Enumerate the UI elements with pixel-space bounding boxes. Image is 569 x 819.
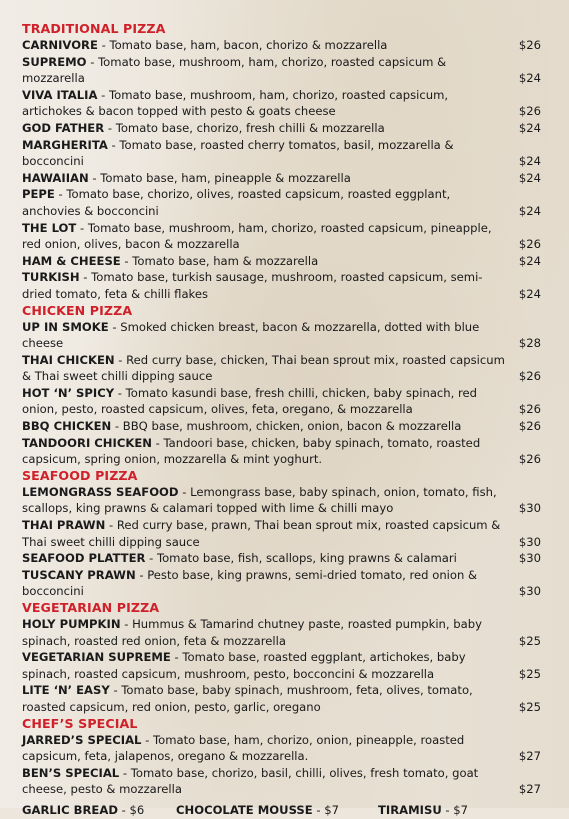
item-ingredients: - Tomato base, chorizo, basil, chilli, olives, fresh tomato, goat cheese, pesto & mozzarella bbox=[22, 765, 479, 797]
item-description bbox=[22, 649, 517, 682]
section-title: SEAFOOD PIZZA bbox=[22, 467, 138, 483]
menu-sections bbox=[22, 21, 541, 798]
menu-item bbox=[22, 732, 541, 765]
item-price: $28 bbox=[518, 336, 541, 351]
item-ingredients: - Red curry base, prawn, Thai bean sprout mix, roasted capsicum & Thai sweet chilli dipping sauce bbox=[22, 518, 501, 549]
extra-item bbox=[176, 802, 378, 819]
item-price: $25 bbox=[518, 666, 541, 681]
item-description bbox=[22, 319, 517, 352]
menu-item bbox=[22, 385, 541, 418]
item-name: CARNIVORE bbox=[22, 38, 98, 52]
item-ingredients: - Tomato base, ham, pineapple & mozzarella bbox=[88, 170, 351, 185]
menu-item bbox=[22, 87, 541, 120]
item-description bbox=[22, 616, 517, 649]
item-description bbox=[22, 385, 517, 418]
item-ingredients: - Smoked chicken breast, bacon & mozzarella, dotted with blue cheese bbox=[22, 319, 480, 351]
menu-item bbox=[22, 319, 541, 352]
item-description bbox=[22, 435, 517, 468]
item-name: TANDOORI CHICKEN bbox=[22, 435, 152, 450]
item-price: $25 bbox=[518, 699, 541, 714]
menu-section bbox=[22, 600, 541, 716]
item-ingredients: - Tomato base, mushroom, ham, chorizo, roasted capsicum, pineapple, red onion, olives, bacon & mozzarella bbox=[22, 220, 492, 252]
item-name: HAWAIIAN bbox=[22, 170, 89, 185]
menu-item bbox=[22, 682, 541, 715]
item-ingredients: - Tomato base, chorizo, fresh chilli & mozzarella bbox=[104, 120, 385, 135]
item-name: BEN’S SPECIAL bbox=[22, 765, 120, 780]
item-description bbox=[22, 54, 517, 87]
item-description bbox=[22, 682, 517, 715]
menu-item bbox=[22, 435, 541, 468]
menu-item bbox=[22, 120, 541, 137]
item-description bbox=[22, 418, 517, 435]
item-price: $26 bbox=[518, 38, 541, 52]
item-price: $24 bbox=[518, 170, 541, 185]
menu-item bbox=[22, 649, 541, 682]
extra-name: GARLIC BREAD bbox=[22, 802, 118, 817]
item-price: $26 bbox=[518, 369, 541, 384]
extra-name: TIRAMISU bbox=[378, 802, 442, 817]
item-name: JARRED’S SPECIAL bbox=[22, 732, 142, 747]
item-ingredients: - Pesto base, king prawns, semi-dried tomato, red onion & bocconcini bbox=[22, 567, 478, 599]
item-ingredients: - Tomato base, fish, scallops, king prawns & calamari bbox=[145, 551, 457, 566]
item-ingredients: - Lemongrass base, baby spinach, onion, tomato, fish, scallops, king prawns & calamari topped with lime & chilli mayo bbox=[22, 484, 497, 516]
item-name: GOD FATHER bbox=[22, 120, 105, 135]
menu-item bbox=[22, 137, 541, 170]
item-name: THAI PRAWN bbox=[22, 518, 106, 533]
item-description bbox=[22, 352, 517, 385]
item-ingredients: - Tomato base, ham & mozzarella bbox=[120, 253, 319, 268]
item-ingredients: - Tomato base, ham, chorizo, onion, pineapple, roasted capsicum, feta, jalapenos, oregano & mozzarella. bbox=[22, 732, 465, 764]
menu-item bbox=[22, 616, 541, 649]
item-ingredients: - Tomato base, mushroom, ham, chorizo, roasted capsicum, artichokes & bacon topped with pesto & goats cheese bbox=[22, 87, 449, 119]
item-ingredients: - Tomato base, roasted eggplant, artichokes, baby spinach, roasted capsicum, mushroom, pesto, bocconcini & mozzarella bbox=[22, 650, 466, 681]
menu-item bbox=[22, 54, 541, 87]
menu-item bbox=[22, 269, 541, 302]
item-ingredients: - Tandoori base, chicken, baby spinach, tomato, roasted capsicum, spring onion, mozzarella & mint yoghurt. bbox=[22, 435, 481, 467]
item-ingredients: - BBQ base, mushroom, chicken, onion, bacon & mozzarella bbox=[111, 419, 462, 434]
item-name: HAM & CHEESE bbox=[22, 253, 121, 268]
menu-item bbox=[22, 253, 541, 270]
item-price: $24 bbox=[518, 154, 541, 169]
item-ingredients: - Hummus & Tamarind chutney paste, roasted pumpkin, baby spinach, roasted red onion, feta & mozzarella bbox=[22, 617, 482, 648]
item-description bbox=[22, 137, 517, 170]
menu-item bbox=[22, 352, 541, 385]
item-description bbox=[22, 269, 517, 302]
item-ingredients: - Tomato kasundi base, fresh chilli, chicken, baby spinach, red onion, pesto, roasted capsicum, olives, feta, oregano, & mozzarella bbox=[22, 385, 478, 417]
menu-item bbox=[22, 418, 541, 435]
section-title: VEGETARIAN PIZZA bbox=[22, 600, 160, 615]
extra-price: - $6 bbox=[117, 802, 145, 817]
extra-name: CHOCOLATE MOUSSE bbox=[176, 802, 313, 817]
item-description bbox=[22, 186, 517, 219]
item-description bbox=[22, 765, 517, 798]
item-ingredients: - Tomato base, mushroom, ham, chorizo, roasted capsicum & mozzarella bbox=[22, 54, 447, 86]
menu-item bbox=[22, 567, 541, 600]
section-title: CHICKEN PIZZA bbox=[22, 302, 133, 318]
item-price: $30 bbox=[518, 501, 541, 516]
item-description bbox=[22, 253, 517, 270]
menu-item bbox=[22, 37, 541, 54]
item-name: MARGHERITA bbox=[22, 137, 108, 152]
menu-section bbox=[22, 303, 541, 468]
item-price: $30 bbox=[518, 584, 541, 599]
extra-price: - $7 bbox=[312, 802, 339, 817]
item-price: $24 bbox=[518, 203, 541, 218]
menu-item bbox=[22, 765, 541, 798]
menu-item bbox=[22, 186, 541, 219]
extra-price: - $7 bbox=[441, 802, 469, 817]
item-price: $24 bbox=[518, 71, 541, 86]
item-price: $24 bbox=[518, 286, 541, 301]
menu-section bbox=[22, 21, 541, 303]
item-name: UP IN SMOKE bbox=[22, 319, 109, 334]
item-ingredients: - Tomato base, roasted cherry tomatos, basil, mozzarella & bocconcini bbox=[22, 137, 454, 169]
item-ingredients: - Tomato base, baby spinach, mushroom, feta, olives, tomato, roasted capsicum, red onion, pesto, garlic, oregano bbox=[22, 683, 473, 714]
item-name: PEPE bbox=[22, 187, 55, 202]
section-title: TRADITIONAL PIZZA bbox=[22, 21, 166, 36]
menu-item bbox=[22, 550, 541, 567]
item-price: $26 bbox=[518, 419, 541, 434]
item-ingredients: - Red curry base, chicken, Thai bean sprout mix, roasted capsicum & Thai sweet chilli dipping sauce bbox=[22, 352, 505, 384]
item-description bbox=[22, 220, 517, 253]
item-name: HOT ‘N’ SPICY bbox=[22, 385, 115, 400]
item-name: THE LOT bbox=[22, 220, 77, 235]
item-description bbox=[22, 120, 517, 137]
item-name: TUSCANY PRAWN bbox=[22, 567, 136, 582]
item-description bbox=[22, 567, 517, 600]
extra-item bbox=[22, 802, 176, 819]
extras-row bbox=[22, 802, 541, 819]
menu-section bbox=[22, 468, 541, 600]
item-name: THAI CHICKEN bbox=[22, 352, 115, 367]
item-description bbox=[22, 550, 517, 567]
menu-item bbox=[22, 220, 541, 253]
item-price: $30 bbox=[518, 551, 541, 566]
item-price: $26 bbox=[518, 402, 541, 417]
item-price: $26 bbox=[518, 104, 541, 119]
extra-item bbox=[378, 802, 468, 819]
item-description bbox=[22, 87, 517, 120]
item-description bbox=[22, 484, 517, 517]
item-name: TURKISH bbox=[22, 270, 80, 285]
item-name: BBQ CHICKEN bbox=[22, 419, 112, 434]
item-name: LITE ‘N’ EASY bbox=[22, 683, 110, 698]
item-price: $27 bbox=[518, 782, 541, 797]
section-title: CHEF’S SPECIAL bbox=[22, 715, 138, 731]
item-description bbox=[22, 37, 517, 54]
menu-section bbox=[22, 716, 541, 798]
item-description bbox=[22, 170, 517, 187]
item-name: SUPREMO bbox=[22, 54, 87, 69]
item-ingredients: - Tomato base, ham, bacon, chorizo & mozzarella bbox=[97, 38, 388, 52]
item-name: VIVA ITALIA bbox=[22, 87, 98, 102]
item-price: $26 bbox=[518, 237, 541, 252]
menu-item bbox=[22, 170, 541, 187]
item-name: VEGETARIAN SUPREME bbox=[22, 650, 171, 665]
item-name: SEAFOOD PLATTER bbox=[22, 551, 146, 566]
item-price: $27 bbox=[518, 749, 541, 764]
menu-item bbox=[22, 484, 541, 517]
item-ingredients: - Tomato base, chorizo, olives, roasted capsicum, roasted eggplant, anchovies & bocconcini bbox=[22, 187, 451, 218]
item-price: $24 bbox=[518, 253, 541, 268]
item-price: $30 bbox=[518, 534, 541, 549]
item-description bbox=[22, 732, 517, 765]
item-ingredients: - Tomato base, turkish sausage, mushroom, roasted capsicum, semi-dried tomato, feta & chilli flakes bbox=[22, 270, 483, 301]
item-price: $26 bbox=[518, 452, 541, 467]
menu-item bbox=[22, 517, 541, 550]
item-price: $25 bbox=[518, 633, 541, 648]
item-description bbox=[22, 517, 517, 550]
item-name: LEMONGRASS SEAFOOD bbox=[22, 484, 179, 499]
item-name: HOLY PUMPKIN bbox=[22, 617, 121, 631]
item-price: $24 bbox=[518, 120, 541, 135]
